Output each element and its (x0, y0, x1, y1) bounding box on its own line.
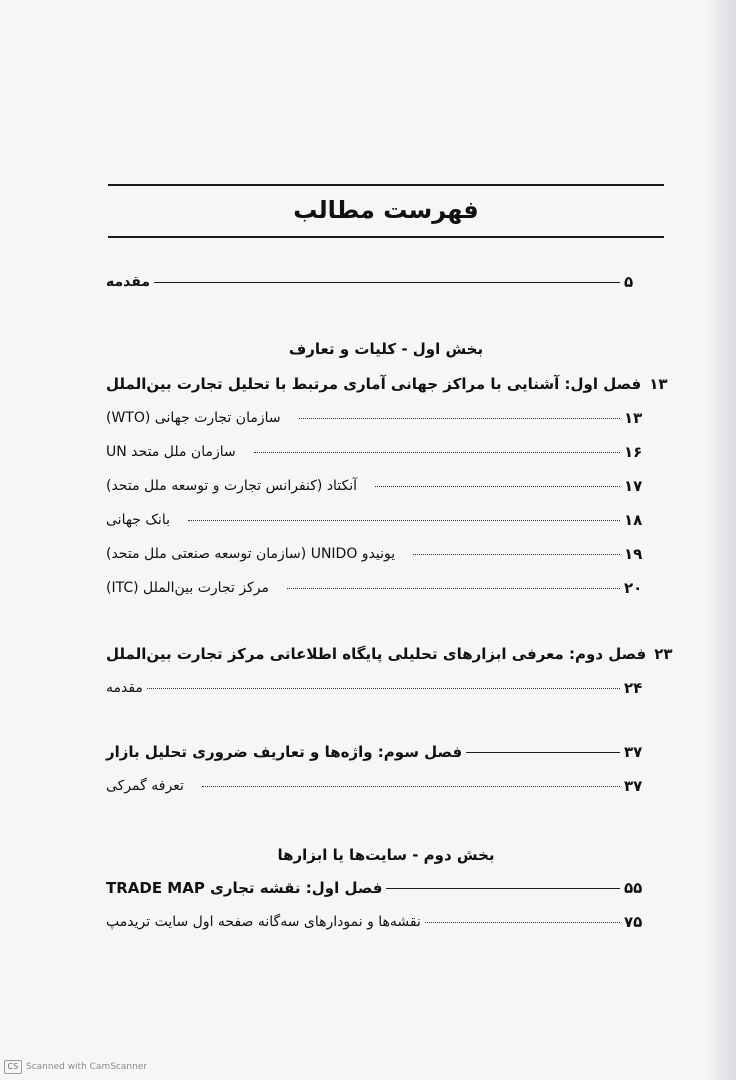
toc-page-number: ۱۸ (624, 511, 643, 529)
toc-entry-label: سازمان ملل متحد UN (106, 444, 236, 460)
toc-entry-chapter-3[interactable] (100, 740, 652, 764)
leader-line (287, 588, 620, 589)
toc-entry-label: سازمان تجارت جهانی (WTO) (106, 410, 281, 426)
toc-page-number: ۱۳ (649, 375, 668, 393)
part-1-heading: بخش اول - کلیات و تعارف (288, 340, 484, 358)
watermark-text: Scanned with CamScanner (26, 1062, 148, 1072)
toc-entry-label: فصل اول: نقشه تجاری TRADE MAP (106, 879, 383, 897)
scanner-watermark (4, 1060, 147, 1074)
toc-entry-label: بانک جهانی (106, 512, 170, 528)
toc-page-number: ۱۷ (624, 477, 643, 495)
toc-entry-tariff[interactable] (100, 774, 652, 798)
toc-page-number: ۳۷ (624, 743, 643, 761)
toc-entry-chapter-1[interactable] (100, 372, 668, 396)
toc-entry-world-bank[interactable] (100, 508, 652, 532)
toc-page-number: ۲۳ (654, 645, 673, 663)
toc-entry-intro[interactable] (100, 270, 652, 294)
leader-line (202, 786, 620, 787)
camscanner-icon: CS (4, 1060, 22, 1074)
toc-page-number: ۱۹ (624, 545, 643, 563)
toc-entry-trade-map[interactable] (100, 876, 652, 900)
toc-page-number: ۲۰ (624, 579, 643, 597)
page-edge-shadow (708, 0, 736, 1080)
toc-entry-label: نقشه‌ها و نمودارهای سه‌گانه صفحه اول سایت تریدمپ (106, 914, 421, 930)
toc-entry-un[interactable] (100, 440, 652, 464)
toc-page-number: ۲۴ (624, 679, 643, 697)
leader-line (413, 554, 620, 555)
title-top-rule (108, 184, 664, 186)
part-2-heading: بخش دوم - سایت‌ها یا ابزارها (277, 846, 495, 864)
toc-page-number: ۱۶ (624, 443, 643, 461)
leader-line (466, 752, 620, 753)
toc-entry-label: فصل دوم: معرفی ابزارهای تحلیلی پایگاه اطلاعاتی مرکز تجارت بین‌الملل (106, 645, 647, 663)
toc-page-number: ۵۵ (624, 879, 643, 897)
toc-entry-unido[interactable] (100, 542, 652, 566)
toc-entry-chapter-2[interactable] (100, 642, 673, 666)
leader-line (425, 922, 620, 923)
toc-page-number: ۳۷ (624, 777, 643, 795)
toc-entry-label: مرکز تجارت بین‌الملل (ITC) (106, 580, 269, 596)
toc-entry-wto[interactable] (100, 406, 652, 430)
leader-line (375, 486, 620, 487)
leader-line (147, 688, 620, 689)
toc-entry-label: یونیدو UNIDO (سازمان توسعه صنعتی ملل متحد) (106, 546, 396, 562)
toc-entry-label: آنکتاد (کنفرانس تجارت و توسعه ملل متحد) (106, 478, 358, 494)
toc-page-number: ۱۳ (624, 409, 643, 427)
leader-line (386, 888, 620, 889)
toc-entry-label: مقدمه (106, 274, 150, 290)
toc-entry-label: فصل اول: آشنایی با مراکز جهانی آماری مرتبط با تحلیل تجارت بین‌الملل (106, 375, 642, 393)
leader-line (188, 520, 620, 521)
toc-page-number: ۷۵ (624, 913, 643, 931)
toc-entry-trade-map-charts[interactable] (100, 910, 652, 934)
leader-line (154, 282, 620, 283)
toc-entry-unctad[interactable] (100, 474, 652, 498)
toc-entry-label: مقدمه (106, 680, 143, 696)
toc-entry-itc[interactable] (100, 576, 652, 600)
page-title: فهرست مطالب (293, 196, 479, 224)
leader-line (254, 452, 620, 453)
toc-entry-label: تعرفه گمرکی (106, 778, 184, 794)
toc-entry-ch2-intro[interactable] (100, 676, 652, 700)
toc-entry-label: فصل سوم: واژه‌ها و تعاریف ضروری تحلیل بازار (106, 743, 463, 761)
leader-line (299, 418, 620, 419)
title-bottom-rule (108, 236, 664, 238)
toc-page-number: ۵ (624, 273, 634, 291)
